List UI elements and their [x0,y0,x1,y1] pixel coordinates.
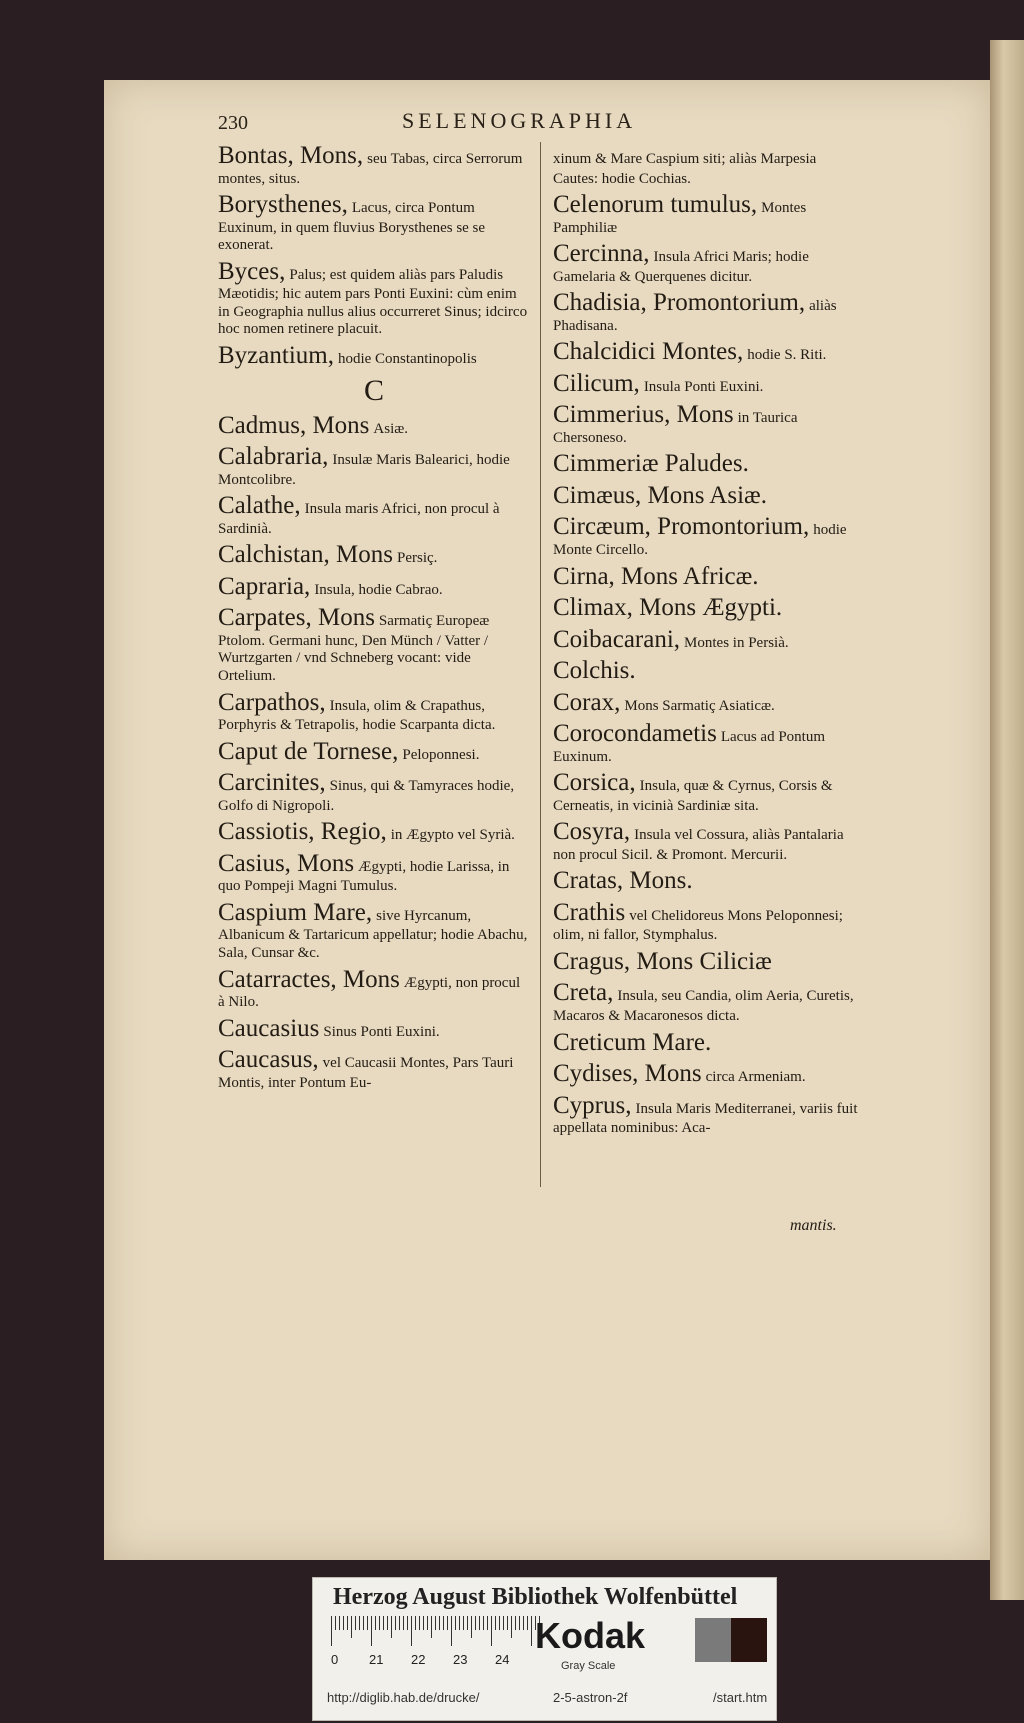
url-mid: 2-5-astron-2f [553,1690,628,1705]
ruler-tick [415,1616,416,1630]
ruler-tick [343,1616,344,1630]
entry: Circæum, Promontorium, hodie Monte Circello. [553,513,847,558]
entry: Caucasius Sinus Ponti Euxini. [218,1014,440,1042]
ruler-number: 21 [369,1652,384,1667]
entry: Corax, Mons Sarmatiç Asiaticæ. [553,688,775,716]
ruler-tick [419,1616,420,1630]
ruler-tick [423,1616,424,1630]
gray-scale-label: Gray Scale [561,1660,616,1672]
entry: Cyprus, Insula Maris Mediterranei, variis fuit appellata nominibus: Aca- [553,1091,858,1137]
entry: Cimmeriæ Paludes. [553,450,749,478]
entry: Cadmus, Mons Asiæ. [218,411,408,439]
ruler-tick [395,1616,396,1630]
entry: Cydises, Mons circa Armeniam. [553,1060,806,1088]
ruler-number: 0 [331,1652,339,1667]
entry: Borysthenes, Lacus, circa Pontum Euxinum, in quem fluvius Borysthenes se se exonerat. [218,191,486,254]
library-name: Herzog August Bibliothek Wolfenbüttel [333,1584,738,1610]
ruler-tick [491,1616,492,1646]
ruler-number: 22 [411,1652,426,1667]
entry: Carpates, Mons Sarmatiç Europeæ Ptolom. Germani hunc, Den Münch / Vatter / Wurtzgarten / vnd Schneberg vocant: vide Ortelium. [218,604,490,684]
left-column [218,142,530,1095]
entry: Cercinna, Insula Africi Maris; hodie Gamelaria & Querquenes dicitur. [553,240,809,285]
entry: Carcinites, Sinus, qui & Tamyraces hodie, Golfo di Nigropoli. [218,769,515,814]
entry: Creta, Insula, seu Candia, olim Aeria, Curetis, Macaros & Macaronesos dicta. [553,979,854,1024]
ruler-tick [387,1616,388,1630]
ruler-tick [435,1616,436,1630]
entry: Cilicum, Insula Ponti Euxini. [553,369,764,397]
book-spine [990,40,1024,1600]
ruler-tick [511,1616,512,1638]
entry: Cratas, Mons. [553,867,693,895]
entry: Corsica, Insula, quæ & Cyrnus, Corsis & Cerneatis, in vicinià Sardiniæ sita. [553,769,833,814]
entry: Crathis vel Chelidoreus Mons Peloponnesi; olim, ni fallor, Stymphalus. [553,898,843,944]
entry: Calathe, Insula maris Africi, non procul à Sardinià. [218,492,500,537]
entry: Byzantium, hodie Constantinopolis [218,342,477,370]
gray-swatch [695,1618,731,1662]
ruler-tick [499,1616,500,1630]
ruler-tick [463,1616,464,1630]
ruler-tick [331,1616,332,1646]
entry: Chalcidici Montes, hodie S. Riti. [553,338,827,366]
entry: Capraria, Insula, hodie Cabrao. [218,572,443,600]
ruler-number: 24 [495,1652,510,1667]
ruler-tick [411,1616,412,1646]
color-target-card [312,1577,777,1721]
entry: Catarractes, Mons Ægypti, non procul à Nilo. [218,965,521,1010]
ruler-tick [447,1616,448,1630]
ruler-tick [459,1616,460,1630]
entry: Caspium Mare, sive Hyrcanum, Albanicum & Tartaricum appellatur; hodie Abachu, Sala, Cunsar &c. [218,898,528,961]
ruler-tick [451,1616,452,1646]
entry: Calchistan, Mons Persiç. [218,541,438,569]
url-left: http://diglib.hab.de/drucke/ [327,1690,480,1705]
entry: Calabraria, Insulæ Maris Balearici, hodie Montcolibre. [218,443,510,488]
entry: Cimmerius, Mons in Taurica Chersoneso. [553,401,798,446]
ruler-tick [471,1616,472,1638]
ruler-tick [399,1616,400,1630]
ruler-tick [383,1616,384,1630]
ruler-tick [475,1616,476,1630]
entry: Cirna, Mons Africæ. [553,562,759,590]
ruler-tick [519,1616,520,1630]
ruler-tick [407,1616,408,1630]
ruler-tick [439,1616,440,1630]
page-number: 230 [218,112,248,134]
entry: Cimæus, Mons Asiæ. [553,481,767,509]
entry: Chadisia, Promontorium, aliàs Phadisana. [553,289,837,334]
ruler-tick [479,1616,480,1630]
scale-ruler [331,1616,543,1666]
ruler-tick [355,1616,356,1630]
ruler-tick [359,1616,360,1630]
ruler-tick [495,1616,496,1630]
entry: Casius, Mons Ægypti, hodie Larissa, in quo Pompeji Magni Tumulus. [218,849,510,895]
ruler-tick [523,1616,524,1630]
ruler-tick [367,1616,368,1630]
entry: Coibacarani, Montes in Persià. [553,625,789,653]
entry: Byces, Palus; est quidem aliàs pars Paludis Mæotidis; hic autem pars Ponti Euxini: cùm enim in Geographia nullus alius occurreret Sinus; idcirco hoc nomen retinere placuit. [218,257,528,338]
kodak-logo: Kodak [535,1615,646,1656]
entry: xinum & Mare Caspium siti; aliàs Marpesia Cautes: hodie Cochias. [553,151,817,187]
ruler-tick [527,1616,528,1630]
url-right: /start.htm [713,1690,768,1705]
ruler-tick [427,1616,428,1630]
entry: Caput de Tornese, Peloponnesi. [218,737,480,765]
ruler-tick [467,1616,468,1630]
ruler-tick [483,1616,484,1630]
running-title: SELENOGRAPHIA [402,108,637,133]
ruler-tick [515,1616,516,1630]
ruler-tick [371,1616,372,1646]
ruler-tick [507,1616,508,1630]
ruler-tick [443,1616,444,1630]
catchword: mantis. [790,1217,837,1234]
entry: Climax, Mons Ægypti. [553,594,783,622]
entry: Cosyra, Insula vel Cossura, aliàs Pantalaria non procul Sicil. & Promont. Mercurii. [553,818,844,863]
ruler-tick [403,1616,404,1630]
ruler-tick [391,1616,392,1638]
ruler-tick [455,1616,456,1630]
ruler-tick [487,1616,488,1630]
dark-swatch [731,1618,767,1662]
ruler-number: 23 [453,1652,468,1667]
ruler-tick [347,1616,348,1630]
ruler-tick [375,1616,376,1630]
ruler-tick [335,1616,336,1630]
ruler-tick [363,1616,364,1630]
entry: Celenorum tumulus, Montes Pamphiliæ [553,191,807,236]
entry: Corocondametis Lacus ad Pontum Euxinum. [553,720,826,765]
ruler-tick [531,1616,532,1646]
entry: Cassiotis, Regio, in Ægypto vel Syrià. [218,818,515,846]
entry: Cragus, Mons Ciliciæ [553,947,772,975]
entry: Colchis. [553,657,636,685]
ruler-tick [351,1616,352,1638]
entry: Bontas, Mons, seu Tabas, circa Serrorum montes, situs. [218,142,523,187]
entry: Carpathos, Insula, olim & Crapathus, Porphyris & Tetrapolis, hodie Scarpanta dicta. [218,688,496,734]
ruler-tick [431,1616,432,1638]
right-column [540,142,865,1187]
section-letter: C [363,373,384,407]
entry: Creticum Mare. [553,1028,712,1056]
entry: Caucasus, vel Caucasii Montes, Pars Tauri Montis, inter Pontum Eu- [218,1046,514,1091]
ruler-tick [379,1616,380,1630]
page-header [218,108,958,142]
ruler-tick [503,1616,504,1630]
ruler-tick [339,1616,340,1630]
